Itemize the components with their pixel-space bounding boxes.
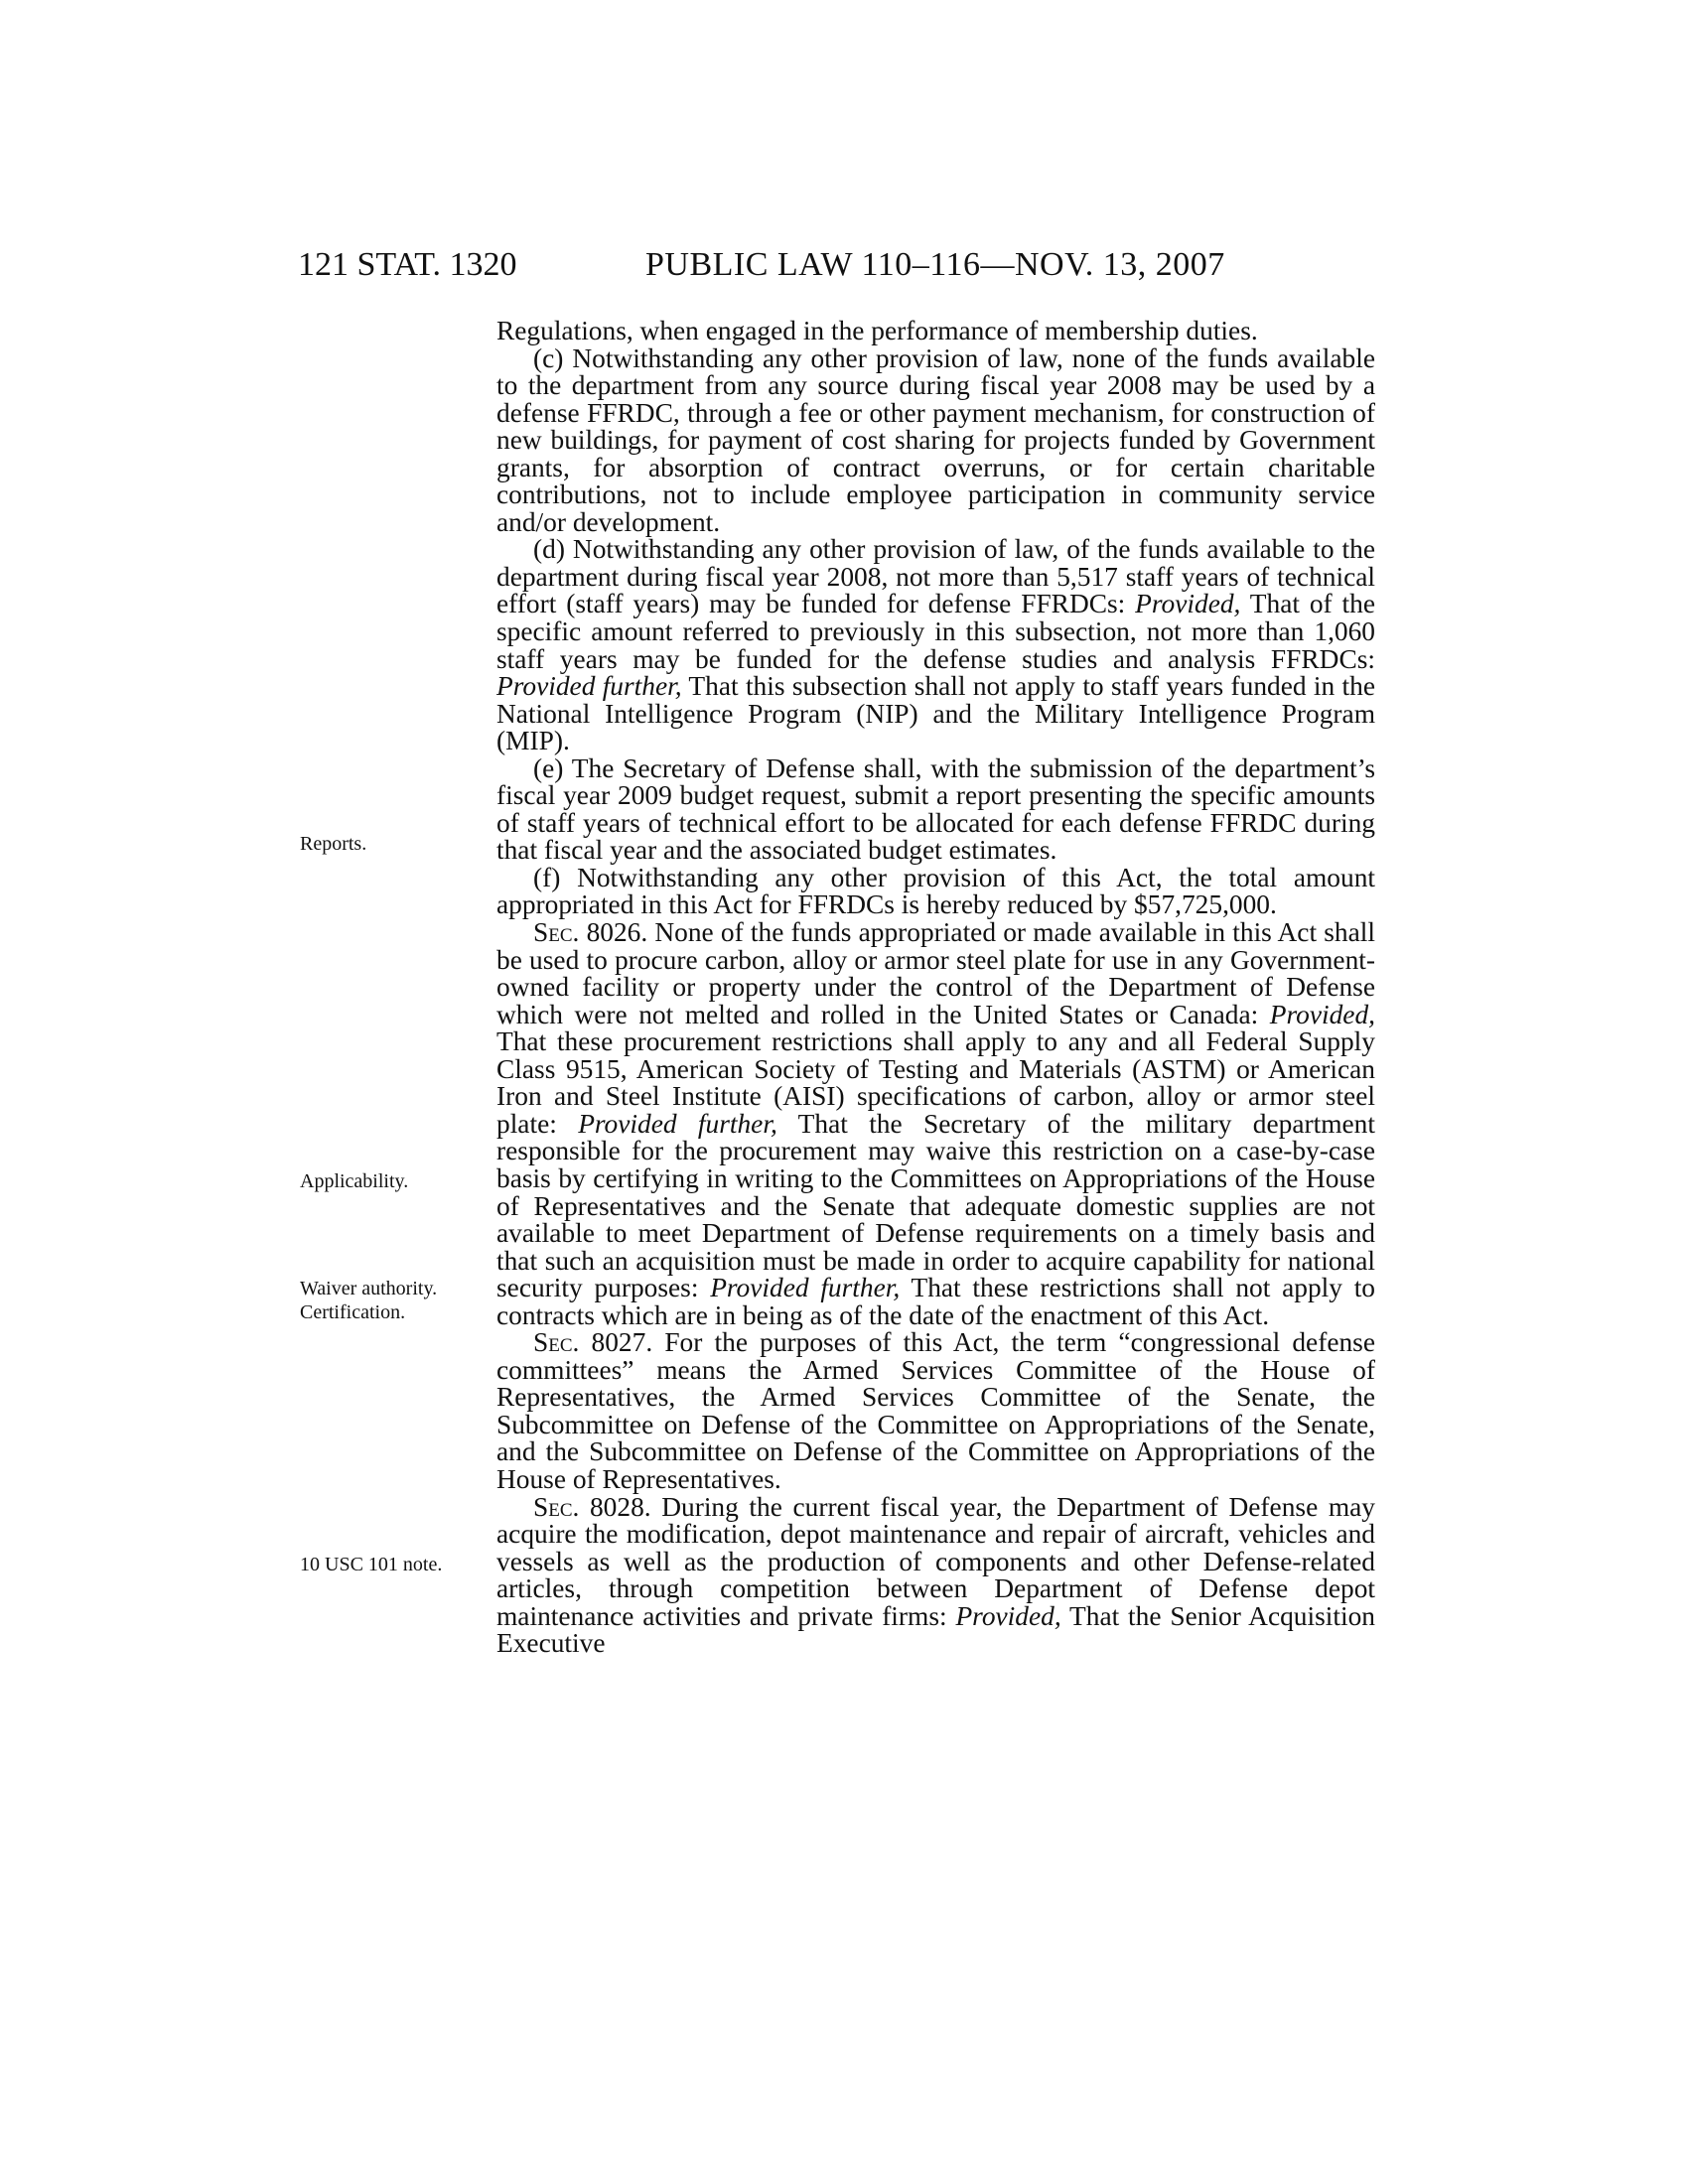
margin-note-reports: Reports. [300,833,367,855]
paragraph-continuation: Regulations, when engaged in the performance of membership duties. [496,316,1258,345]
paragraph-d: (d) Notwithstanding any other provision of law, of the funds available to the department during fiscal year 2008, not more than 5,517 staff years of technical effort (staff years) may be funded for defense FFRDCs: Provided, That of the specific amount referred to previously in this subsection, not more than 1,060 staff years may be funded for the defense studies and analysis FFRDCs: Provided further, That this subsection shall not apply to staff years funded in the National Intelligence Program (NIP) and the Military Intelligence Program (MIP). [496,534,1376,756]
section-8027: Sec. 8027. For the purposes of this Act, the term “congressional defense committees” means the Armed Services Committee of the House of Representatives, the Armed Services Committee of the Senate, the Subcommittee on Defense of the Committee on Appropriations of the Senate, and the Subcommittee on Defense of the Committee on Appropriations of the House of Representatives. [496,1327,1375,1494]
margin-note-certification: Certification. [300,1301,406,1323]
paragraph-f: (f) Notwithstanding any other provision of this Act, the total amount appropriated in this Act for FFRDCs is hereby reduced by $57,725,000. [496,862,1375,920]
margin-note-waiver-authority: Waiver authority. [300,1278,438,1299]
page-header [298,246,1375,286]
section-8026: Sec. 8026. None of the funds appropriated or made available in this Act shall be used to procure carbon, alloy or armor steel plate for use in any Government-owned facility or property under the control of the Department of Defense which were not melted and rolled in the United States or Canada: Provided, That these procurement restrictions shall apply to any and all Federal Supply Class 9515, American Society of Testing and Materials (ASTM) or American Iron and Steel Institute (AISI) specifications of carbon, alloy or armor steel plate: Provided further, That the Secretary of the military department responsible for the procurement may waive this restriction on a case-by-case basis by certifying in writing to the Committees on Appropriations of the House of Representatives and the Senate that adequate domestic supplies are not available to meet Department of Defense requirements on a timely basis and that such an acquisition must be made in order to acquire capability for national security purposes: Provided further, That these restrictions shall not apply to contracts which are in being as of the date of the enactment of this Act. [496,917,1375,1330]
paragraph-e: (e) The Secretary of Defense shall, with the submission of the department’s fiscal year 2009 budget request, submit a report presenting the specific amounts of staff years of technical effort to be allocated for each defense FFRDC during that fiscal year and the associated budget estimates. [496,752,1375,866]
statute-body [496,318,1375,1658]
section-8028: Sec. 8028. During the current fiscal year, the Department of Defense may acquire the modification, depot maintenance and repair of aircraft, vehicles and vessels as well as the production of components and other Defense-related articles, through competition between Department of Defense depot maintenance activities and private firms: Provided, That the Senior Acquisition Executive [496,1491,1375,1659]
paragraph-c: (c) Notwithstanding any other provision of law, none of the funds available to the department from any source during fiscal year 2008 may be used by a defense FFRDC, through a fee or other payment mechanism, for construction of new buildings, for payment of cost sharing for projects funded by Government grants, for absorption of contract overruns, or for certain charitable contributions, not to include employee participation in community service and/or development. [496,342,1375,537]
margin-note-applicability: Applicability. [300,1170,409,1192]
margin-note-usc: 10 USC 101 note. [300,1554,443,1575]
stat-citation: 121 STAT. 1320 [298,246,517,283]
public-law-title: PUBLIC LAW 110–116—NOV. 13, 2007 [645,246,1225,283]
